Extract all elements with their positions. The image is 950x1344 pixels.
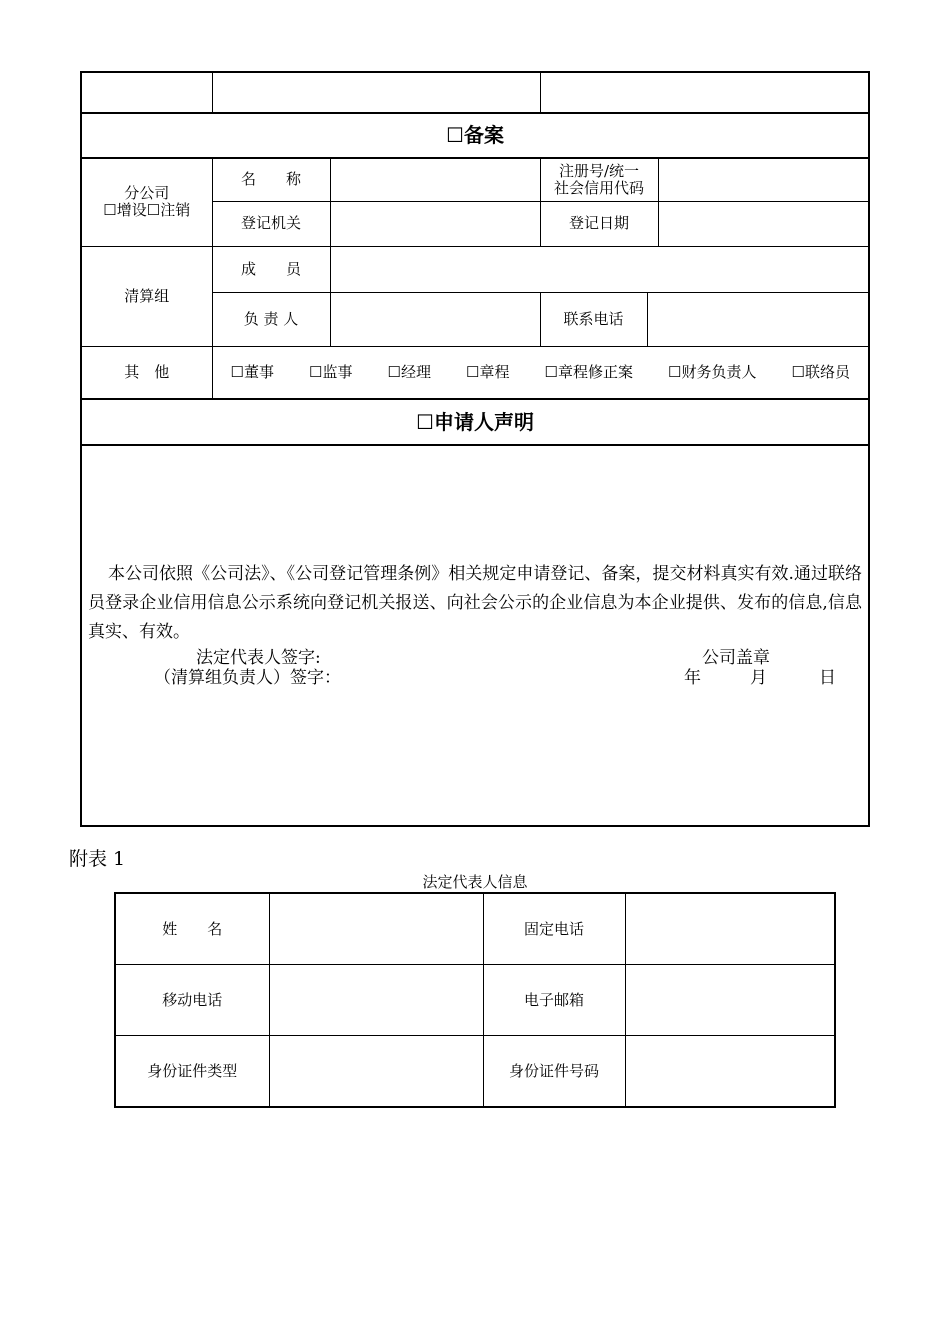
other-row <box>81 346 869 399</box>
landline-label: 固定电话 <box>483 893 625 965</box>
year-label: 年 <box>684 668 701 688</box>
info-row-1 <box>115 893 835 965</box>
declaration-row <box>81 445 869 826</box>
mobile-label: 移动电话 <box>115 965 269 1036</box>
liquidation-label: 清算组 <box>81 246 212 346</box>
email-input[interactable] <box>625 965 835 1036</box>
empty-cell[interactable] <box>540 72 869 113</box>
branch-label <box>81 158 212 246</box>
other-label: 其 他 <box>81 346 212 399</box>
appendix-title: 法定代表人信息 <box>422 873 528 891</box>
option-articles-amendment-checkbox[interactable]: ☐章程修正案 <box>544 362 633 381</box>
id-type-label: 身份证件类型 <box>115 1036 269 1108</box>
legal-rep-signature-label: 法定代表人签字: <box>196 648 321 668</box>
appendix-label: 附表 1 <box>69 848 126 870</box>
empty-cell[interactable] <box>81 72 212 113</box>
email-label: 电子邮箱 <box>483 965 625 1036</box>
liquidation-phone-label: 联系电话 <box>540 292 647 346</box>
branch-reg-date-input[interactable] <box>658 201 869 246</box>
id-type-input[interactable] <box>269 1036 483 1108</box>
id-number-label: 身份证件号码 <box>483 1036 625 1108</box>
continuation-row <box>81 72 869 113</box>
filing-section-header <box>81 113 869 158</box>
branch-reg-authority-label: 登记机关 <box>212 201 330 246</box>
option-liaison-checkbox[interactable]: ☐联络员 <box>791 362 850 381</box>
day-label: 日 <box>819 668 836 688</box>
filing-form-table <box>80 71 870 827</box>
branch-reg-no-label <box>540 158 658 201</box>
option-supervisor-checkbox[interactable]: ☐监事 <box>309 362 353 381</box>
declaration-cell <box>81 445 869 826</box>
declaration-section-header <box>81 399 869 445</box>
option-finance-head-checkbox[interactable]: ☐财务负责人 <box>668 362 757 381</box>
branch-name-input[interactable] <box>330 158 540 201</box>
option-manager-checkbox[interactable]: ☐经理 <box>387 362 431 381</box>
month-label: 月 <box>750 668 767 688</box>
option-articles-checkbox[interactable]: ☐章程 <box>466 362 510 381</box>
branch-name-label: 名 称 <box>212 158 330 201</box>
info-row-3 <box>115 1036 835 1108</box>
landline-input[interactable] <box>625 893 835 965</box>
info-row-2 <box>115 965 835 1036</box>
filing-section-title[interactable]: ☐备案 <box>81 113 869 158</box>
empty-cell[interactable] <box>212 72 540 113</box>
company-seal-label: 公司盖章 <box>702 648 770 668</box>
reg-no-label-line2: 社会信用代码 <box>553 178 644 197</box>
branch-row-1 <box>81 158 869 201</box>
liquidation-leader-label: 负 责 人 <box>212 292 330 346</box>
branch-reg-date-label: 登记日期 <box>540 201 658 246</box>
other-options-cell <box>212 346 869 399</box>
liquidation-row-1 <box>81 246 869 292</box>
branch-label-line1: 分公司 <box>124 184 170 203</box>
branch-reg-authority-input[interactable] <box>330 201 540 246</box>
option-director-checkbox[interactable]: ☐董事 <box>230 362 274 381</box>
branch-reg-no-input[interactable] <box>658 158 869 201</box>
name-input[interactable] <box>269 893 483 965</box>
declaration-text: 本公司依照《公司法》、《公司登记管理条例》相关规定申请登记、备案，提交材料真实有效.通过联络员登录企业信用信息公示系统向登记机关报送、向社会公示的企业信息为本企业提供、发布的信息,信息真实、有效。 <box>88 564 862 642</box>
reg-no-label-line1: 注册号/统一 <box>558 161 640 180</box>
liquidation-leader-input[interactable] <box>330 292 540 346</box>
liquidation-phone-input[interactable] <box>647 292 869 346</box>
declaration-section-title[interactable]: ☐申请人声明 <box>81 399 869 445</box>
liquidation-leader-signature-label: （清算组负责人）签字： <box>154 668 341 688</box>
legal-rep-info-table <box>114 892 836 1108</box>
branch-label-line2[interactable]: ☐增设☐注销 <box>103 201 191 220</box>
mobile-input[interactable] <box>269 965 483 1036</box>
other-options <box>213 364 869 381</box>
liquidation-members-label: 成 员 <box>212 246 330 292</box>
id-number-input[interactable] <box>625 1036 835 1108</box>
liquidation-members-input[interactable] <box>330 246 869 292</box>
name-label: 姓 名 <box>115 893 269 965</box>
